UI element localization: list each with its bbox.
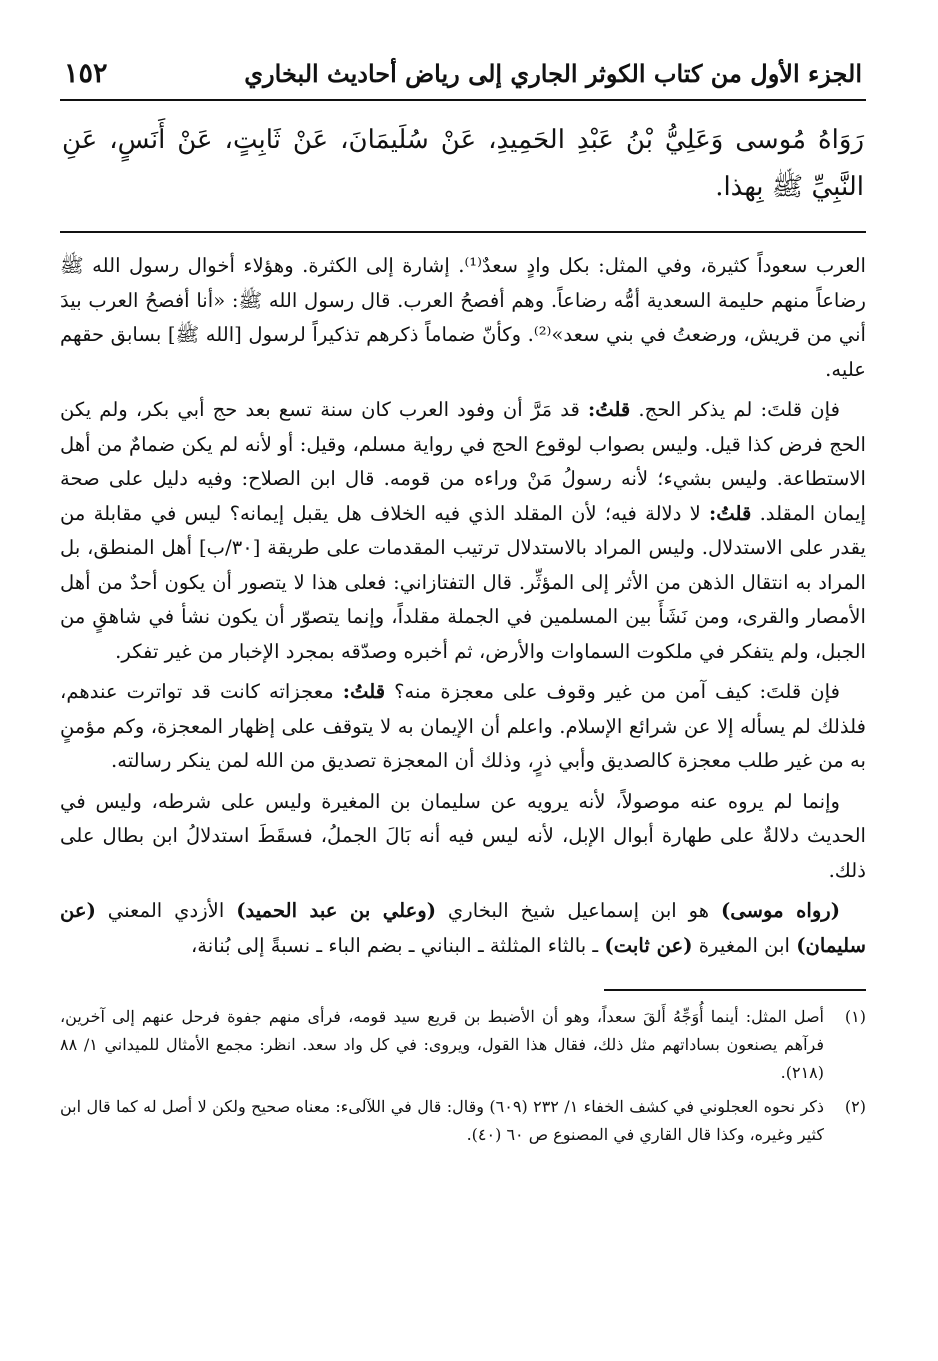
answer-marker: قلتُ: bbox=[342, 680, 386, 703]
explanation: ـ بالثاء المثلثة ـ البناني ـ بضم الباء ـ نسبةً إلى بُنانة، bbox=[190, 933, 599, 957]
lemma: (رواه موسى) bbox=[721, 899, 841, 922]
hadith-text: رَوَاهُ مُوسى وَعَلِيُّ بْنُ عَبْدِ الحَمِيدِ، عَنْ سُلَيمَانَ، عَنْ ثَابِتٍ، عَنْ أَنَسٍ، عَنِ النَّبِيِّ ﷺ بِهذا. bbox=[62, 125, 864, 202]
commentary-paragraph-2 bbox=[60, 393, 866, 669]
commentary-paragraph-5 bbox=[60, 894, 866, 963]
footnote-number: (١) bbox=[844, 1007, 866, 1026]
answer-text: قد مَرَّ أن وفود العرب كان سنة تسع بعد حج أبي بكر، ولم يكن الحج فرض كذا قيل. وليس بصواب لوقوع الحج في رواية مسلم، وقيل: أو لأنه لم يكن ضمامٌ من أهل الاستطاعة. وليس بشيء؛ لأنه رسولُ مَنْ وراءه من قومه. قال ابن الصلاح: وفيه دليل على صحة إيمان المقلد. bbox=[60, 398, 866, 525]
commentary-paragraph-1: العرب سعوداً كثيرة، وفي المثل: بكل وادٍ سعدٌ⁽¹⁾. إشارة إلى الكثرة. وهؤلاء أخوال رسول الله ﷺ رضاعاً منهم حليمة السعدية أمُّه رضاعاً. وهم أفصحُ العرب. قال رسول الله ﷺ: «أنا أفصحُ العرب بيدَ أني من قريش، ورضعتُ في بني سعد»⁽²⁾. وكأنّ ضماماً ذكرهم تذكيراً لرسول [الله ﷺ] بسابق حقهم عليه. bbox=[60, 254, 866, 381]
lemma: (وعلي بن عبد الحميد) bbox=[236, 899, 437, 922]
commentary-paragraph-3 bbox=[60, 675, 866, 779]
lemma: (عن ثابت) bbox=[604, 933, 693, 957]
footnote-text: أصل المثل: أينما أُوَجِّهُ أَلقَ سعداً، وهو أن الأضبط بن قريع سيد قومه، فرأى منهم جفوة فرحل عنهم إلى آخرين، فرآهم يصنعون بساداتهم مثل ذلك، فقال هذا القول، ويروى: في كل واد سعد. انظر: مجمع الأمثال للميداني ١/ ٨٨ (٢١٨). bbox=[60, 1007, 824, 1082]
answer-text: معجزاته كانت قد تواترت عندهم، فلذلك لم يسأله إلا عن شرائع الإسلام. واعلم أن الإيمان به لا يتوقف على إظهار المعجزة، وكم مؤمنٍ به من غير طلب معجزة كالصديق وأبي ذرٍ، وذلك أن المعجزة تصديق من الله لمن ينكر رسالته. bbox=[60, 680, 866, 772]
running-header bbox=[60, 58, 866, 101]
footnotes bbox=[60, 1003, 866, 1149]
lemma: (عن سليمان) bbox=[60, 899, 866, 957]
answer-marker: قلتُ: bbox=[587, 398, 631, 421]
page-number: ١٥٢ bbox=[64, 58, 108, 89]
section-divider bbox=[60, 231, 866, 233]
footnote bbox=[60, 1003, 866, 1087]
explanation: ابن المغيرة bbox=[698, 933, 790, 957]
explanation: الأزدي المعني bbox=[107, 899, 225, 922]
explanation: هو ابن إسماعيل شيخ البخاري bbox=[447, 899, 710, 922]
commentary-paragraph-4: وإنما لم يروه عنه موصولاً، لأنه يرويه عن سليمان بن المغيرة وليس على شرطه، وليس في الحديث دلالةٌ على طهارة أبوال الإبل، لأنه ليس فيه أنه بَالَ الجملُ، فسقَطَ استدلالُ ابن بطال على ذلك. bbox=[60, 789, 866, 882]
book-page bbox=[60, 58, 866, 1155]
header-title: الجزء الأول من كتاب الكوثر الجاري إلى رياض أحاديث البخاري bbox=[244, 59, 862, 88]
answer-text: لا دلالة فيه؛ لأن المقلد الذي فيه الخلاف هل يقبل إيمانه؟ ليس في مقابلة من يقدر على الاستدلال. وليس المراد بالاستدلال ترتيب المقدمات على طريقة [٣٠/ب] أهل المنطق، بل المراد به انتقال الذهن من الأثر إلى المؤثِّر. قال التفتازاني: فعلى هذا لا يتصور أن يكون أحدٌ من أهل الأمصار والقرى، ومن نَشَأَ بين المسلمين في الجملة مقلداً، وإنما يتصوّر أن يكون نشأ في شاهقٍ من الجبل، ولم يتفكر في ملكوت السماوات والأرض، ثم أخبره وصدّقه بمجرد الإخبار من غير تفكر. bbox=[60, 501, 867, 663]
commentary bbox=[60, 249, 866, 963]
question-text: فإن قلتَ: لم يذكر الحج. bbox=[638, 398, 840, 421]
question-text: فإن قلتَ: كيف آمن من غير وقوف على معجزة منه؟ bbox=[394, 680, 840, 703]
footnote-divider bbox=[604, 989, 866, 991]
footnote-text: ذكر نحوه العجلوني في كشف الخفاء ١/ ٢٣٢ (٦٠٩) وقال: قال في اللآلىء: معناه صحيح ولكن لا أصل له كما قال ابن كثير وغيره، وكذا قال القاري في المصنوع ص ٦٠ (٤٠). bbox=[60, 1097, 825, 1144]
footnote bbox=[60, 1093, 866, 1149]
answer-marker: قلتُ: bbox=[709, 501, 752, 525]
footnote-number: (٢) bbox=[844, 1097, 866, 1116]
